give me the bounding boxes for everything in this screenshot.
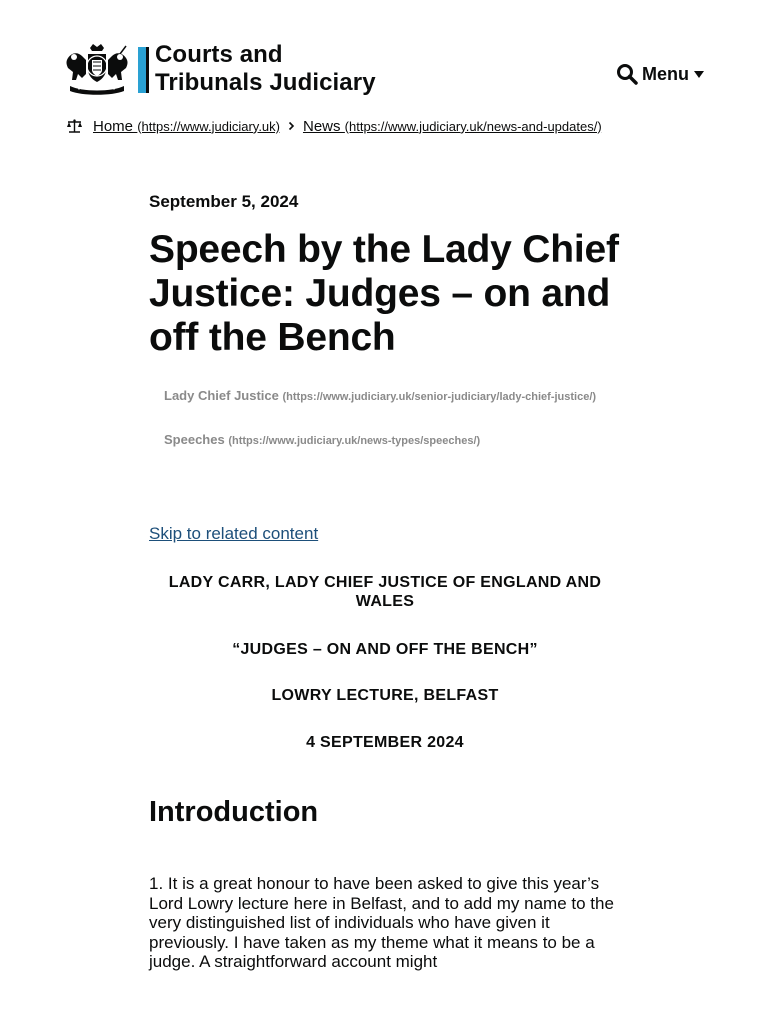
- chevron-right-icon: [288, 121, 295, 131]
- publish-date: September 5, 2024: [149, 192, 299, 211]
- caret-down-icon: [694, 71, 704, 79]
- menu-label: Menu: [642, 63, 689, 84]
- tag-label: Lady Chief Justice: [164, 388, 279, 403]
- breadcrumb-news-url: (https://www.judiciary.uk/news-and-updates/): [344, 118, 602, 134]
- breadcrumb-home-link[interactable]: [93, 118, 280, 135]
- tag-url: (https://www.judiciary.uk/news-types/speeches/): [228, 435, 481, 447]
- tag-label: Speeches: [164, 432, 225, 447]
- paragraph-1: 1. It is a great honour to have been asked to give this year’s Lord Lowry lecture here in Belfast, and to add my name to the very distinguished list of individuals who have given it previously. I have taken as my theme what it means to be a judge. A straightforward account might: [149, 874, 614, 971]
- royal-coat-of-arms-icon[interactable]: [64, 42, 130, 96]
- breadcrumb-home-url: (https://www.judiciary.uk): [137, 118, 280, 134]
- breadcrumb-news-link[interactable]: [303, 118, 602, 135]
- speech-title-line: “JUDGES – ON AND OFF THE BENCH”: [232, 641, 538, 658]
- breadcrumb: [66, 116, 602, 136]
- site-name[interactable]: [155, 41, 376, 97]
- menu-button[interactable]: [616, 62, 704, 86]
- skip-to-related-link[interactable]: Skip to related content: [149, 524, 319, 543]
- breadcrumb-news-label: News: [302, 117, 341, 135]
- brand-accent-bar: [138, 47, 146, 93]
- breadcrumb-home-label: Home: [93, 117, 134, 135]
- tag-lady-chief-justice[interactable]: [164, 388, 621, 405]
- scales-of-justice-icon: [66, 119, 83, 134]
- venue-line: LOWRY LECTURE, BELFAST: [271, 687, 499, 704]
- speech-date-line: 4 SEPTEMBER 2024: [306, 734, 464, 751]
- section-heading: Introduction: [149, 796, 319, 828]
- article: [149, 191, 621, 476]
- site-name-line-1: Courts and: [155, 41, 283, 68]
- tag-list: [164, 388, 621, 449]
- page-title: Speech by the Lady Chief Justice: Judges – on and off the Bench: [149, 228, 619, 359]
- tag-speeches[interactable]: [164, 432, 621, 449]
- site-header: [0, 0, 768, 110]
- site-name-line-2: Tribunals Judiciary: [155, 69, 376, 96]
- speaker-line: LADY CARR, LADY CHIEF JUSTICE OF ENGLAND AND WALES: [168, 574, 602, 610]
- search-icon: [616, 63, 638, 85]
- tag-url: (https://www.judiciary.uk/senior-judiciary/lady-chief-justice/): [282, 391, 597, 403]
